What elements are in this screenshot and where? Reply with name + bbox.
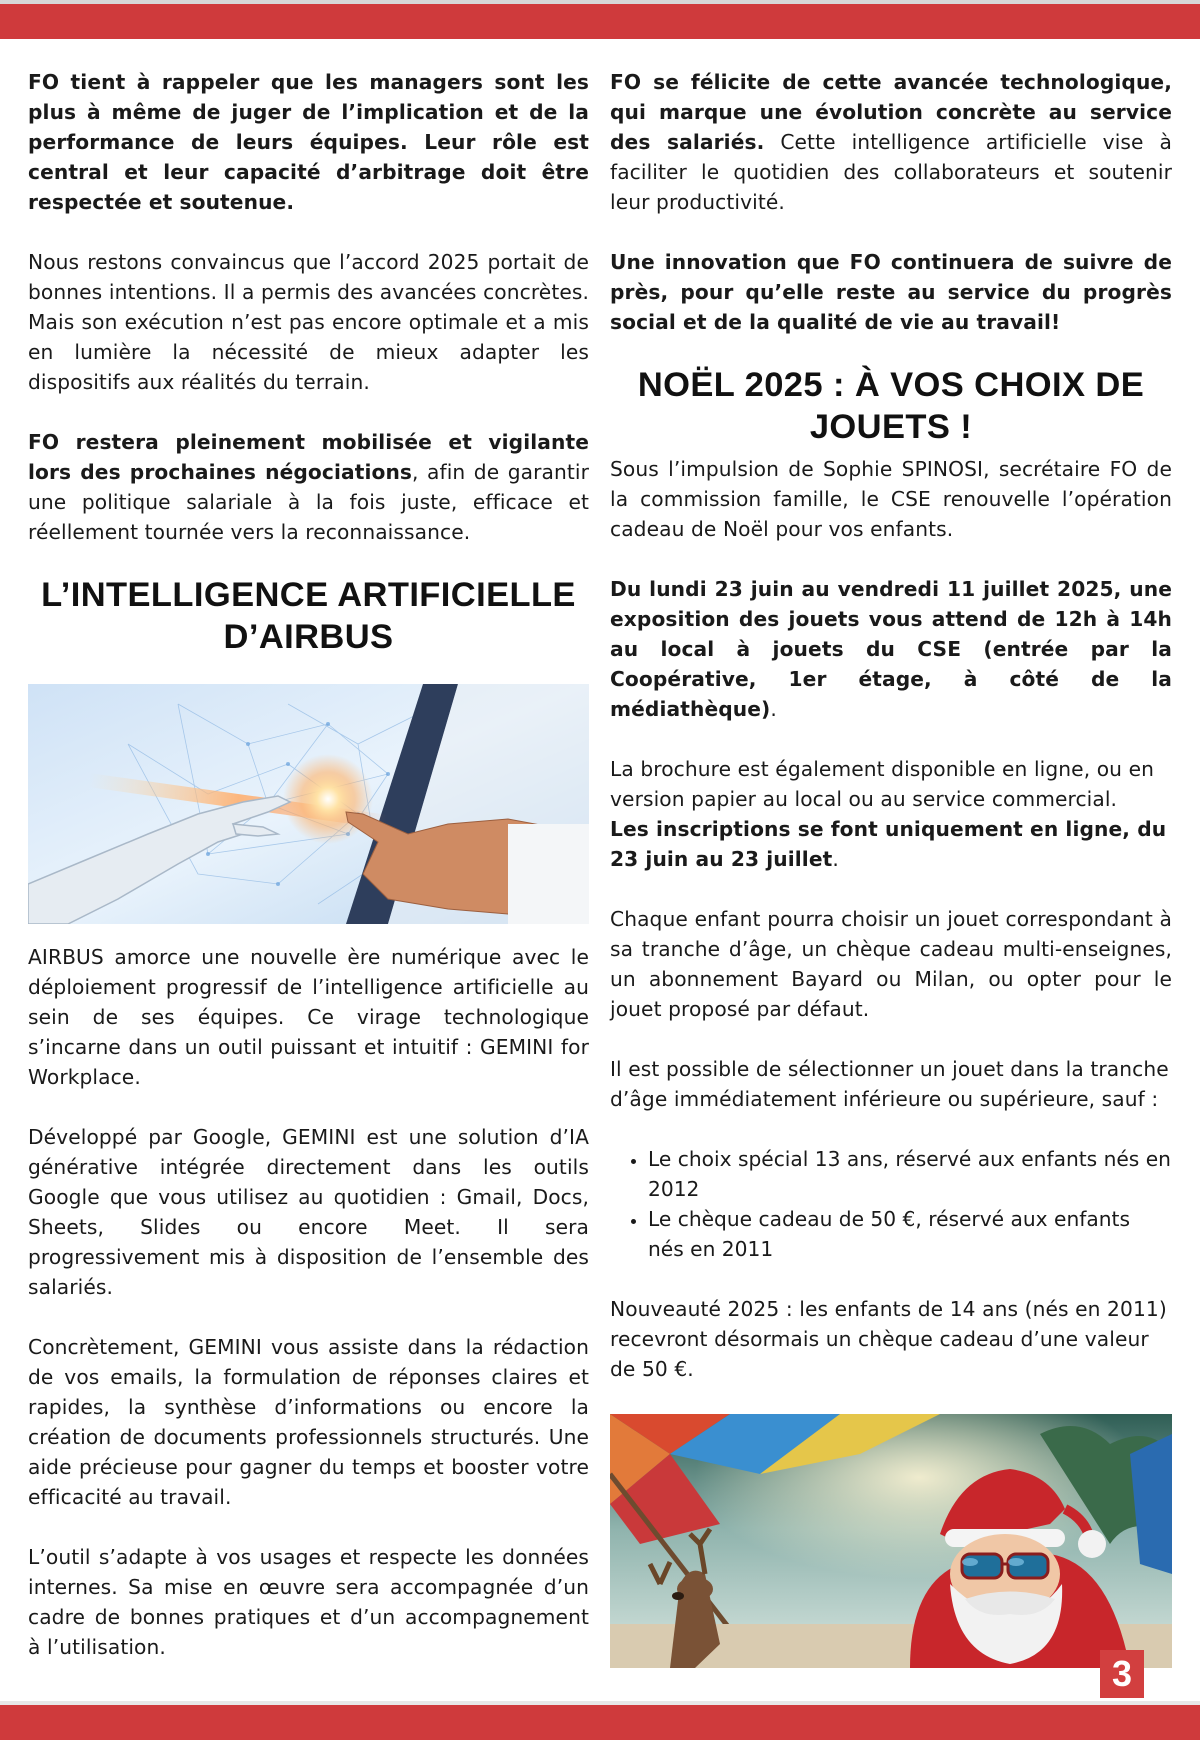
santa-beach-image: [610, 1414, 1172, 1668]
managers-paragraph: FO tient à rappeler que les managers sont les plus à même de juger de l’implication et de la performance de leurs équipes. Leur rôle est central et leur capacité d’arbitrage doit être respectée et soutenue.: [28, 70, 589, 214]
gemini-usage-paragraph: Concrètement, GEMINI vous assiste dans la rédaction de vos emails, la formulation de réponses claires et rapides, la synthèse d’informations ou encore la création de documents professionnels structurés. Une aide précieuse pour gagner du temps et booster votre efficacité au travail.: [28, 1335, 589, 1509]
negotiations-paragraph: FO restera pleinement mobilisée et vigilante lors des prochaines négociations, afin de garantir une politique salariale à la fois juste, efficace et réellement tournée vers la reconnaissance.: [28, 430, 589, 544]
noel-brochure-paragraph: La brochure est également disponible en ligne, ou en version papier au local ou au service commercial. Les inscriptions se font uniquement en ligne, du 23 juin au 23 juillet.: [610, 757, 1167, 871]
right-column: [610, 67, 1172, 1668]
noel-news-paragraph: Nouveauté 2025 : les enfants de 14 ans (nés en 2011) recevront désormais un chèque cadeau d’une valeur de 50 €.: [610, 1297, 1167, 1381]
ai-illustration-image: [28, 684, 589, 924]
list-item: • Le choix spécial 13 ans, réservé aux enfants nés en 2012: [648, 1144, 1172, 1204]
gemini-paragraph: Développé par Google, GEMINI est une solution d’IA générative intégrée directement dans les outils Google que vous utilisez au quotidien : Gmail, Docs, Sheets, Slides ou encore Meet. Il sera progressivement mis à disposition de l’ensemble des salariés.: [28, 1125, 589, 1299]
noel-exhibition-paragraph: Du lundi 23 juin au vendredi 11 juillet 2025, une exposition des jouets vous attend de 12h à 14h au local à jouets du CSE (entrée par la Coopérative, 1er étage, à côté de la médiathèque).: [610, 577, 1172, 721]
gemini-data-paragraph: L’outil s’adapte à vos usages et respecte les données internes. Sa mise en œuvre sera accompagnée d’un cadre de bonnes pratiques et d’un accompagnement à l’utilisation.: [28, 1545, 589, 1659]
bottom-accent-bar: [0, 1701, 1200, 1740]
innovation-paragraph: Une innovation que FO continuera de suivre de près, pour qu’elle reste au service du progrès social et de la qualité de vie au travail!: [610, 250, 1172, 334]
noel-section-heading: NOËL 2025 : À VOS CHOIX DE JOUETS !: [637, 366, 1145, 446]
fo-welcome-paragraph: FO se félicite de cette avancée technologique, qui marque une évolution concrète au service des salariés. Cette intelligence artificielle vise à faciliter le quotidien des collaborateurs et soutenir leur productivité.: [610, 70, 1173, 214]
left-column: [28, 67, 589, 1692]
ai-section-heading: L’INTELLIGENCE ARTIFICIELLE D’AIRBUS: [41, 576, 576, 656]
page-number: 3: [1100, 1650, 1144, 1698]
noel-choice-paragraph: Chaque enfant pourra choisir un jouet correspondant à sa tranche d’âge, un chèque cadeau multi-enseignes, un abonnement Bayard ou Milan, ou opter pour le jouet proposé par défaut.: [610, 907, 1172, 1021]
top-accent-bar: [0, 0, 1200, 39]
list-item: • Le chèque cadeau de 50 €, réservé aux enfants nés en 2011: [648, 1204, 1172, 1264]
exceptions-list: [610, 1144, 1172, 1264]
noel-exception-intro: Il est possible de sélectionner un jouet dans la tranche d’âge immédiatement inférieure ou supérieure, sauf :: [610, 1057, 1169, 1111]
accord-2025-paragraph: Nous restons convaincus que l’accord 2025 portait de bonnes intentions. Il a permis des avancées concrètes. Mais son exécution n’est pas encore optimale et a mis en lumière la nécessité de mieux adapter les dispositifs aux réalités du terrain.: [28, 250, 589, 394]
ai-intro-paragraph: AIRBUS amorce une nouvelle ère numérique avec le déploiement progressif de l’intelligence artificielle au sein de ses équipes. Ce virage technologique s’incarne dans un outil puissant et intuitif : GEMINI for Workplace.: [28, 945, 589, 1089]
noel-intro-paragraph: Sous l’impulsion de Sophie SPINOSI, secrétaire FO de la commission famille, le CSE renouvelle l’opération cadeau de Noël pour vos enfants.: [610, 457, 1172, 541]
